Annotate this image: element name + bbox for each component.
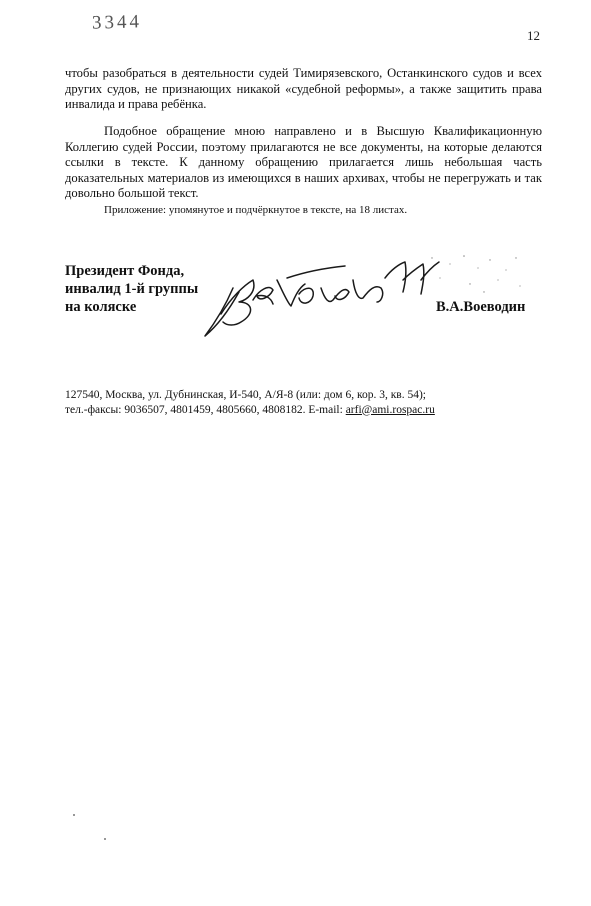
- scan-speckles: [420, 250, 530, 300]
- phone-fax-line: [65, 403, 435, 418]
- document-stamp-number: 3344: [91, 11, 143, 34]
- paragraph-appeal: Подобное обращение мною направлено и в Высшую Квалификационную Коллегию судей России, поэтому прилагаются не все документы, на которые делаются ссылки в тексте. К данному обращению прилагается лишь небольшая часть доказательных материалов из имеющихся в наших архивах, чтобы не перегружать и так довольно большой текст.: [65, 124, 542, 200]
- attachment-note: Приложение: упомянутое и подчёркнутое в тексте, на 18 листах.: [104, 204, 408, 216]
- signer-name: В.А.Воеводин: [436, 299, 526, 315]
- paragraph-continuation: чтобы разобраться в деятельности судей Тимирязевского, Останкинского судов и всех других судов, не признающих никакой «судебной реформы», а также защитить права инвалида и права ребёнка.: [65, 66, 542, 111]
- signer-title-line: на коляске: [65, 299, 137, 315]
- handwritten-signature: [195, 240, 445, 350]
- postal-address: 127540, Москва, ул. Дубнинская, И-540, А/Я-8 (или: дом 6, кор. 3, кв. 54);: [65, 389, 426, 401]
- contact-block: [65, 388, 435, 417]
- page-number: 12: [527, 28, 540, 43]
- email-link[interactable]: arfi@ami.rospac.ru: [345, 403, 435, 416]
- signer-title: [65, 262, 198, 316]
- signer-title-line: Президент Фонда,: [65, 263, 185, 279]
- signer-title-line: инвалид 1-й группы: [65, 281, 199, 297]
- scan-speck: [104, 838, 106, 840]
- phone-fax-numbers: тел.-факсы: 9036507, 4801459, 4805660, 4808182. E-mail:: [65, 403, 346, 416]
- scan-speck: [73, 814, 75, 816]
